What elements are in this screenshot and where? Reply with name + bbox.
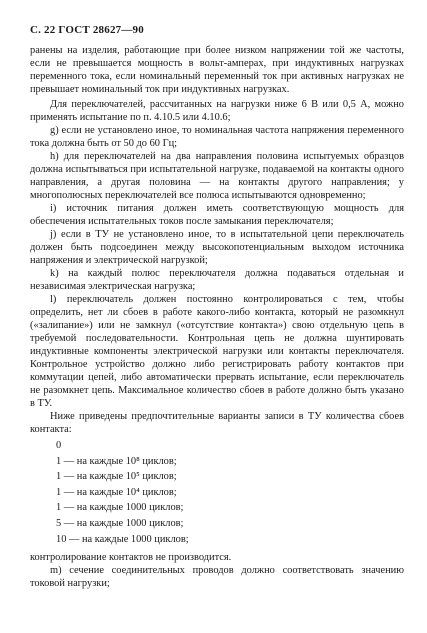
document-page [30,24,404,590]
list-item: 1 — на каждые 10⁴ циклов; [56,486,177,498]
list-item: 1 — на каждые 10⁸ циклов; [56,455,177,467]
paragraph-i: i) источник питания должен иметь соответствующую мощность для обеспечения испытательных токов после замыкания переключателя; [30,203,404,227]
paragraph-no-control: контролирование контактов не производится. [30,552,232,564]
list-item: 5 — на каждые 1000 циклов; [56,517,184,529]
paragraph-preferred-variants: Ниже приведены предпочтительные варианты записи в ТУ количества сбоев контакта: [30,411,404,435]
paragraph-j: j) если в ТУ не установлено иное, то в испытательной цепи переключатель должен быть подсоединен между высокопотенциальным выходом источника напряжения и электрической нагрузкой; [30,229,404,266]
paragraph-m: m) сечение соединительных проводов должно соответствовать значению токовой нагрузки; [30,565,404,590]
page-header: С. 22 ГОСТ 28627—90 [30,24,144,36]
paragraph-g: g) если не установлено иное, то номинальная частота напряжения переменного тока должна быть от 50 до 60 Гц; [30,125,404,149]
failure-rate-list [56,438,404,547]
paragraph-continuation: ранены на изделия, работающие при более низком напряжении той же частоты, если не превышается мощность в вольт-амперах, при индуктивных нагрузках переменного тока, если номинальный переменный ток при активных нагрузках не превышает номинальный ток при индуктивных нагрузках. [30,45,404,95]
paragraph-l: l) переключатель должен постоянно контролироваться с тем, чтобы определить, нет ли сбоев в работе какого-либо контакта, который не разомкнул («залипание») или не замкнул («отсутствие контакта») свою отдельную цепь в требуемой последовательности. Контрольная цепь не должна шунтировать индуктивные компоненты электрической нагрузки или контакты переключателя. Контрольное устройство должно либо регистрировать работу контактов при коммутации цепей, либо автоматически прервать испытание, если переключатель не разомкнет цепь. Максимальное количество сбоев в работе должно быть указано в ТУ. [30,294,404,409]
paragraph-h: h) для переключателей на два направления половина испытуемых образцов должна испытываться при испытательной нагрузке, подаваемой на контакты одного направления, а другая половина — на контакты другого направления; у многополюсных переключателей все полюса испытываются одновременно; [30,151,404,201]
list-item: 1 — на каждые 1000 циклов; [56,502,184,514]
list-item: 1 — на каждые 10⁵ циклов; [56,471,177,483]
paragraph-low-load: Для переключателей, рассчитанных на нагрузки ниже 6 В или 0,5 А, можно применять испытание по п. 4.10.5 или 4.10.6; [30,99,404,123]
paragraph-k: k) на каждый полюс переключателя должна подаваться отдельная и независимая электрическая нагрузка; [30,268,404,292]
list-item: 0 [56,440,62,451]
list-item: 10 — на каждые 1000 циклов; [56,533,189,545]
